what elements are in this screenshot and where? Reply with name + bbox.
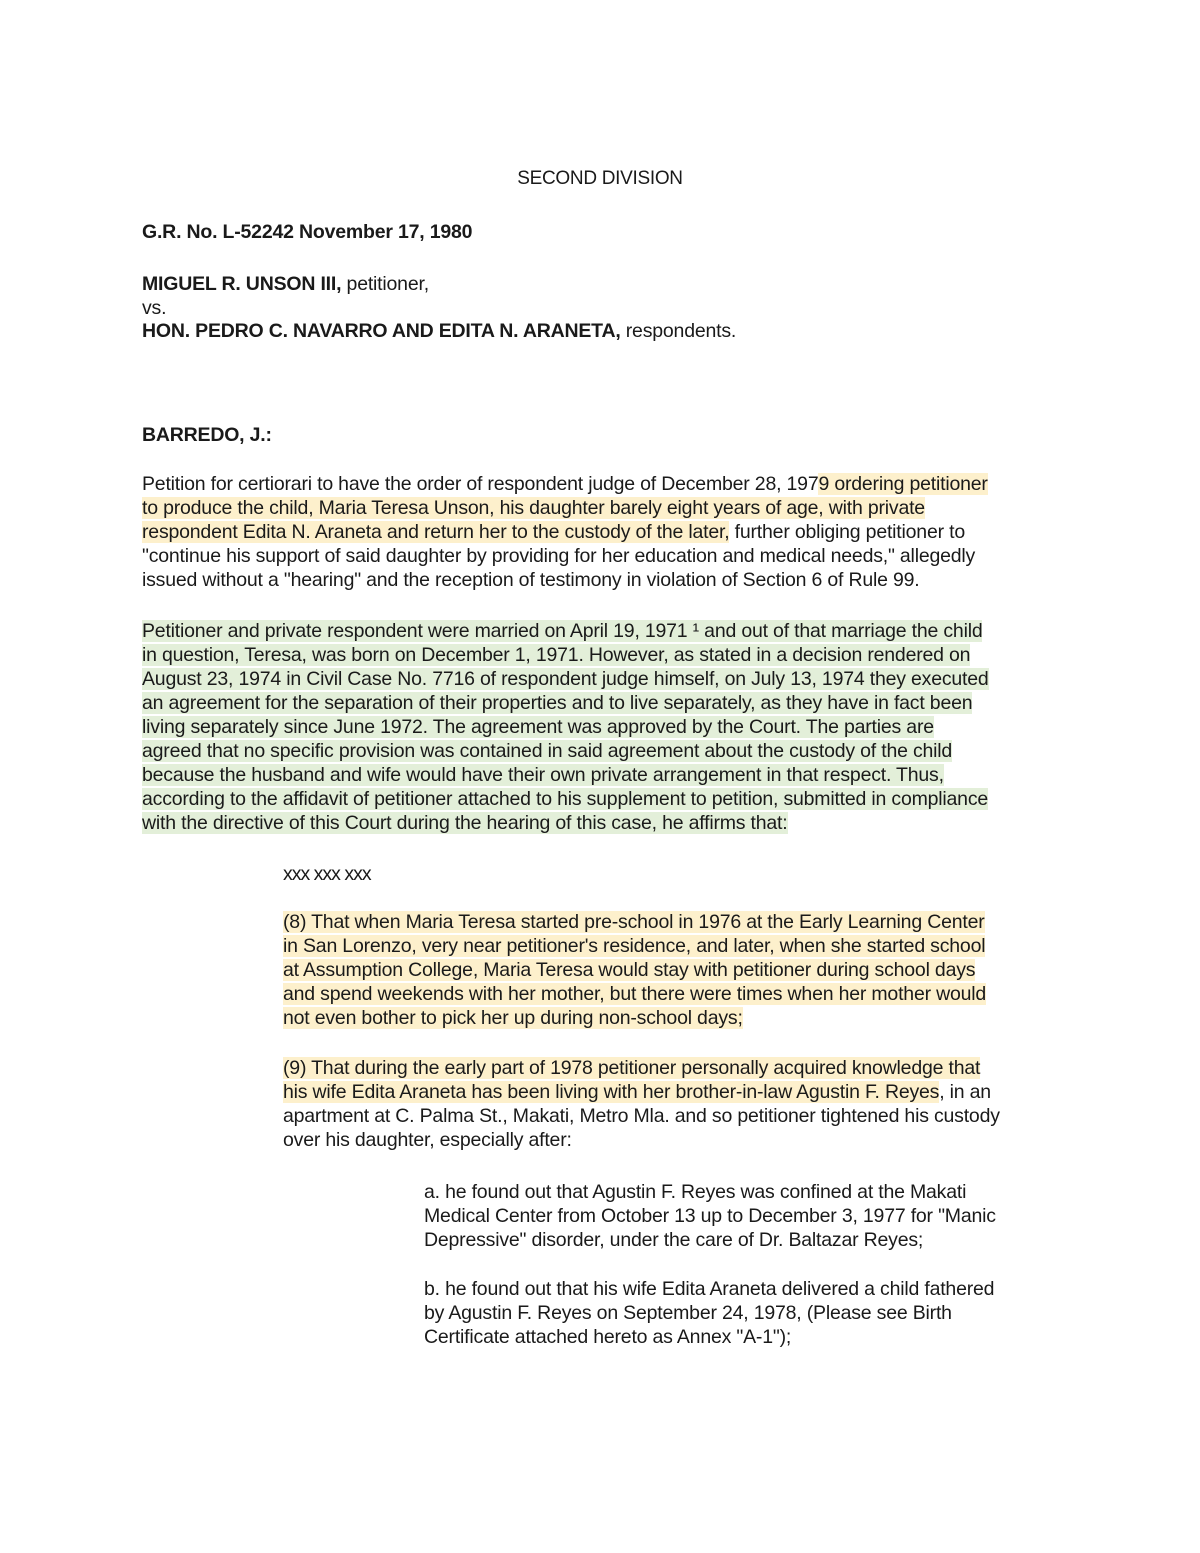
sub-item-line: Medical Center from October 13 up to December 3, 1977 for "Manic: [424, 1205, 996, 1227]
quote-item-8: [283, 910, 1063, 1030]
highlighted-text: in San Lorenzo, very near petitioner's residence, and later, when she started school: [283, 935, 986, 957]
case-number: G.R. No. L-52242 November 17, 1980: [142, 221, 473, 243]
paragraph-line: [142, 787, 1062, 811]
highlighted-text: (9) That during the early part of 1978 petitioner personally acquired knowledge that: [283, 1057, 981, 1079]
highlighted-text: an agreement for the separation of their properties and to live separately, as they have in fact been: [142, 692, 973, 714]
ponente: BARREDO, J.:: [142, 424, 272, 446]
paragraph-line: [142, 643, 1062, 667]
petitioner-line: [142, 273, 736, 297]
highlighted-text: at Assumption College, Maria Teresa would stay with petitioner during school days: [283, 959, 976, 981]
paragraph-line: [142, 739, 1062, 763]
petitioner-role: petitioner,: [341, 273, 429, 295]
quote-item-9: [283, 1056, 1063, 1152]
quote-line: [283, 958, 1063, 982]
highlighted-text: and spend weekends with her mother, but there were times when her mother would: [283, 983, 987, 1005]
highlighted-text: not even bother to pick her up during non-school days;: [283, 1007, 743, 1029]
petitioner-name: MIGUEL R. UNSON III,: [142, 273, 342, 295]
highlighted-text: according to the affidavit of petitioner attached to his supplement to petition, submitted in compliance: [142, 788, 989, 810]
paragraph-line: [142, 496, 1062, 520]
paragraph-facts: [142, 619, 1062, 835]
respondent-line: [142, 320, 736, 344]
quote-line: [283, 934, 1063, 958]
highlighted-text: because the husband and wife would have their own private arrangement in that respect. Thus,: [142, 764, 944, 786]
paragraph-line: issued without a "hearing" and the reception of testimony in violation of Section 6 of Rule 99.: [142, 569, 920, 591]
quote-line: [283, 982, 1063, 1006]
quote-line: [283, 1080, 1063, 1104]
ellipsis-separator: xxx xxx xxx: [283, 863, 371, 885]
sub-item-b: [424, 1277, 1064, 1349]
highlighted-text: in question, Teresa, was born on December 1, 1971. However, as stated in a decision rendered on: [142, 644, 971, 666]
highlighted-text: his wife Edita Araneta has been living with her brother-in-law Agustin F. Reyes: [283, 1081, 940, 1103]
sub-item-line: Depressive" disorder, under the care of Dr. Baltazar Reyes;: [424, 1229, 924, 1251]
paragraph-line: [142, 520, 1062, 544]
highlighted-text: 9 ordering petitioner: [818, 473, 988, 495]
sub-item-line: by Agustin F. Reyes on September 24, 1978, (Please see Birth: [424, 1302, 952, 1324]
plain-text: Petition for certiorari to have the order of respondent judge of December 28, 197: [142, 473, 819, 495]
sub-item-line: b. he found out that his wife Edita Araneta delivered a child fathered: [424, 1278, 995, 1300]
highlighted-text: with the directive of this Court during the hearing of this case, he affirms that:: [142, 812, 788, 834]
case-parties: [142, 273, 736, 344]
highlighted-text: to produce the child, Maria Teresa Unson, his daughter barely eight years of age, with private: [142, 497, 925, 519]
paragraph-line: [142, 691, 1062, 715]
paragraph-line: [142, 619, 1062, 643]
respondent-role: respondents.: [620, 320, 737, 342]
paragraph-line: [142, 667, 1062, 691]
paragraph-petition: [142, 472, 1062, 592]
paragraph-line: [142, 715, 1062, 739]
highlighted-text: August 23, 1974 in Civil Case No. 7716 of respondent judge himself, on July 13, 1974 they executed: [142, 668, 989, 690]
highlighted-text: respondent Edita N. Araneta and return her to the custody of the later,: [142, 521, 730, 543]
quote-line: [283, 1006, 1063, 1030]
plain-text: , in an: [939, 1081, 991, 1103]
quote-line: [283, 910, 1063, 934]
plain-text: further obliging petitioner to: [729, 521, 965, 543]
highlighted-text: living separately since June 1972. The agreement was approved by the Court. The parties are: [142, 716, 934, 738]
quote-line: over his daughter, especially after:: [283, 1129, 572, 1151]
sub-item-a: [424, 1180, 1064, 1252]
division-heading: SECOND DIVISION: [517, 168, 683, 189]
sub-item-line: Certificate attached hereto as Annex "A-1");: [424, 1326, 792, 1348]
paragraph-line: [142, 763, 1062, 787]
highlighted-text: (8) That when Maria Teresa started pre-school in 1976 at the Early Learning Center: [283, 911, 985, 933]
paragraph-line: "continue his support of said daughter by providing for her education and medical needs," allegedly: [142, 545, 976, 567]
quote-line: apartment at C. Palma St., Makati, Metro Mla. and so petitioner tightened his custody: [283, 1105, 1000, 1127]
quote-line: [283, 1056, 1063, 1080]
sub-item-line: a. he found out that Agustin F. Reyes was confined at the Makati: [424, 1181, 967, 1203]
highlighted-text: agreed that no specific provision was contained in said agreement about the custody of the child: [142, 740, 953, 762]
respondent-names: HON. PEDRO C. NAVARRO AND EDITA N. ARANETA,: [142, 320, 621, 342]
highlighted-text: Petitioner and private respondent were married on April 19, 1971 ¹ and out of that marriage the child: [142, 620, 983, 642]
paragraph-line: [142, 472, 1062, 496]
versus: vs.: [142, 296, 167, 319]
paragraph-line: [142, 811, 1062, 835]
